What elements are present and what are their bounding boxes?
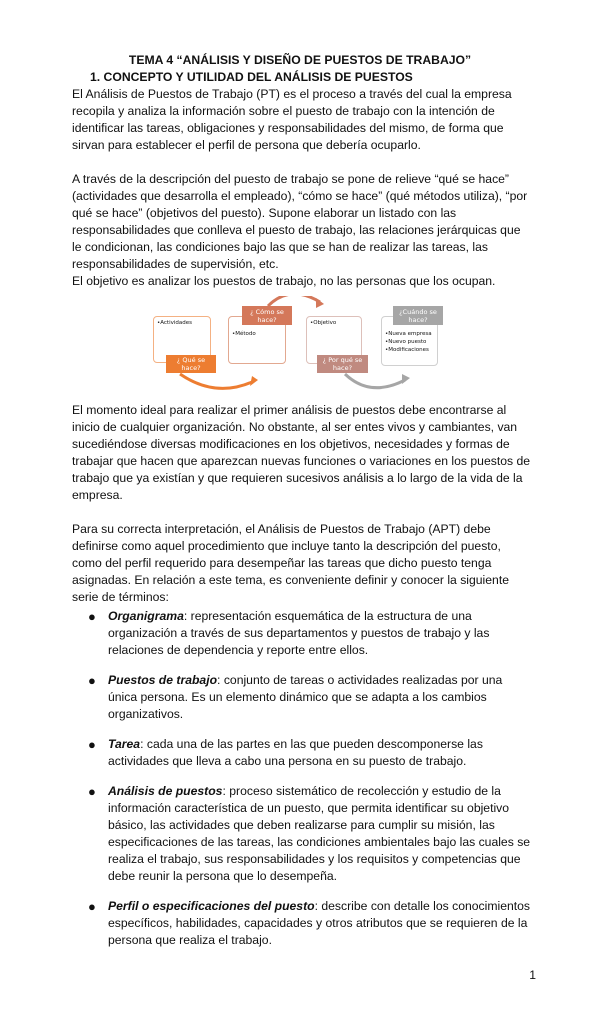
step-label: ¿ Cómo se hace? (242, 306, 292, 325)
step-label: ¿ Qué se hace? (166, 355, 216, 373)
paragraph: Para su correcta interpretación, el Análisis de Puestos de Trabajo (APT) debe definirse como aquel procedimiento que incluye tanto la descripción del puesto, como del perfil requerido para desempeñar las tareas que dicho puesto tenga asignadas. En relación a este tema, es conveniente definir y conocer la siguiente serie de términos: (72, 522, 509, 604)
term-definition: : describe con detalle los conocimientos específicos, habilidades, capacidades y otros atributos que se requieren de la persona que realiza el trabajo. (108, 899, 531, 947)
term-item (88, 608, 532, 659)
paragraph: El objetivo es analizar los puestos de trabajo, no las personas que los ocupan. (72, 274, 496, 288)
step-label: ¿ Por qué se hace? (317, 355, 368, 373)
term-definition: : representación esquemática de la estructura de una organización a través de sus departamentos y puestos de trabajo y las relaciones de dependencia y reporte entre ellos. (108, 609, 490, 657)
section-heading: 1. CONCEPTO Y UTILIDAD DEL ANÁLISIS DE PUESTOS (90, 70, 413, 84)
bullet-icon: ● (88, 784, 96, 799)
term-name: Puestos de trabajo (108, 673, 218, 687)
term-name: Perfil o especificaciones del puesto (108, 899, 315, 913)
term-definition: : conjunto de tareas o actividades realizadas por una única persona. Es un elemento dinámico que se adapta a los cambios organizativos. (108, 673, 503, 721)
document-title: TEMA 4 “ANÁLISIS Y DISEÑO DE PUESTOS DE TRABAJO” (128, 53, 472, 67)
term-definition: : cada una de las partes en las que pueden descomponerse las actividades que lleva a cabo una persona en su puesto de trabajo. (108, 737, 483, 768)
term-name: Análisis de puestos (108, 784, 223, 798)
bullet-icon: ● (88, 737, 96, 752)
step-item: •Modificaciones (385, 347, 429, 353)
step-label: ¿Cuándo se hace? (393, 306, 443, 325)
term-item (88, 736, 532, 770)
bullet-icon: ● (88, 609, 96, 624)
process-diagram (140, 296, 480, 396)
term-name: Tarea (108, 737, 141, 751)
term-name: Organigrama (108, 609, 184, 623)
bullet-icon: ● (88, 899, 96, 914)
paragraph: El Análisis de Puestos de Trabajo (PT) es el proceso a través del cual la empresa recopila y analiza la información sobre el puesto de trabajo con la intención de identificar las tareas, obligaciones y responsabilidades del mismo, de forma que sirvan para establecer el perfil de persona que debería ocuparlo. (72, 87, 512, 152)
page-number: 1 (529, 968, 536, 982)
step-item: •Actividades (157, 320, 193, 326)
step-item: •Nuevo puesto (385, 339, 427, 345)
step-item: •Método (232, 331, 256, 337)
term-item (88, 672, 532, 723)
paragraph: A través de la descripción del puesto de trabajo se pone de relieve “qué se hace” (actividades que desarrolla el empleado), “cómo se hace” (qué métodos utiliza), “por qué se hace” (objetivos del puesto). Supone elaborar un listado con las responsabilidades que conlleva el puesto de trabajo, las relaciones jerárquicas que le condicionan, las condiciones bajo las que se han de realizar las tareas, las responsabilidades de supervisión, etc. (72, 172, 528, 271)
term-item (88, 898, 532, 949)
term-definition: : proceso sistemático de recolección y estudio de la información característica de un puesto, que permita identificar su objetivo básico, las actividades que deben realizarse para cumplir su misión, las especificaciones de las tareas, las condiciones ambientales bajo las cuales se realiza el trabajo, sus responsabilidades y los requisitos y competencias que debe reunir la persona que lo desempeña. (108, 784, 531, 883)
term-item (88, 783, 532, 885)
step-item: •Objetivo (310, 320, 337, 326)
paragraph: El momento ideal para realizar el primer análisis de puestos debe encontrarse al inicio de cualquier organización. No obstante, al ser entes vivos y cambiantes, van sucediéndose diversas modificaciones en los objetivos, necesidades y formas de trabajar que hacen que aparezcan nuevas funciones o variaciones en los puestos de trabajo que ya existían y que requieren sucesivos análisis a lo largo de la vida de la empresa. (72, 403, 531, 502)
bullet-icon: ● (88, 673, 96, 688)
step-item: •Nueva empresa (385, 331, 432, 337)
terms-list (72, 608, 532, 949)
